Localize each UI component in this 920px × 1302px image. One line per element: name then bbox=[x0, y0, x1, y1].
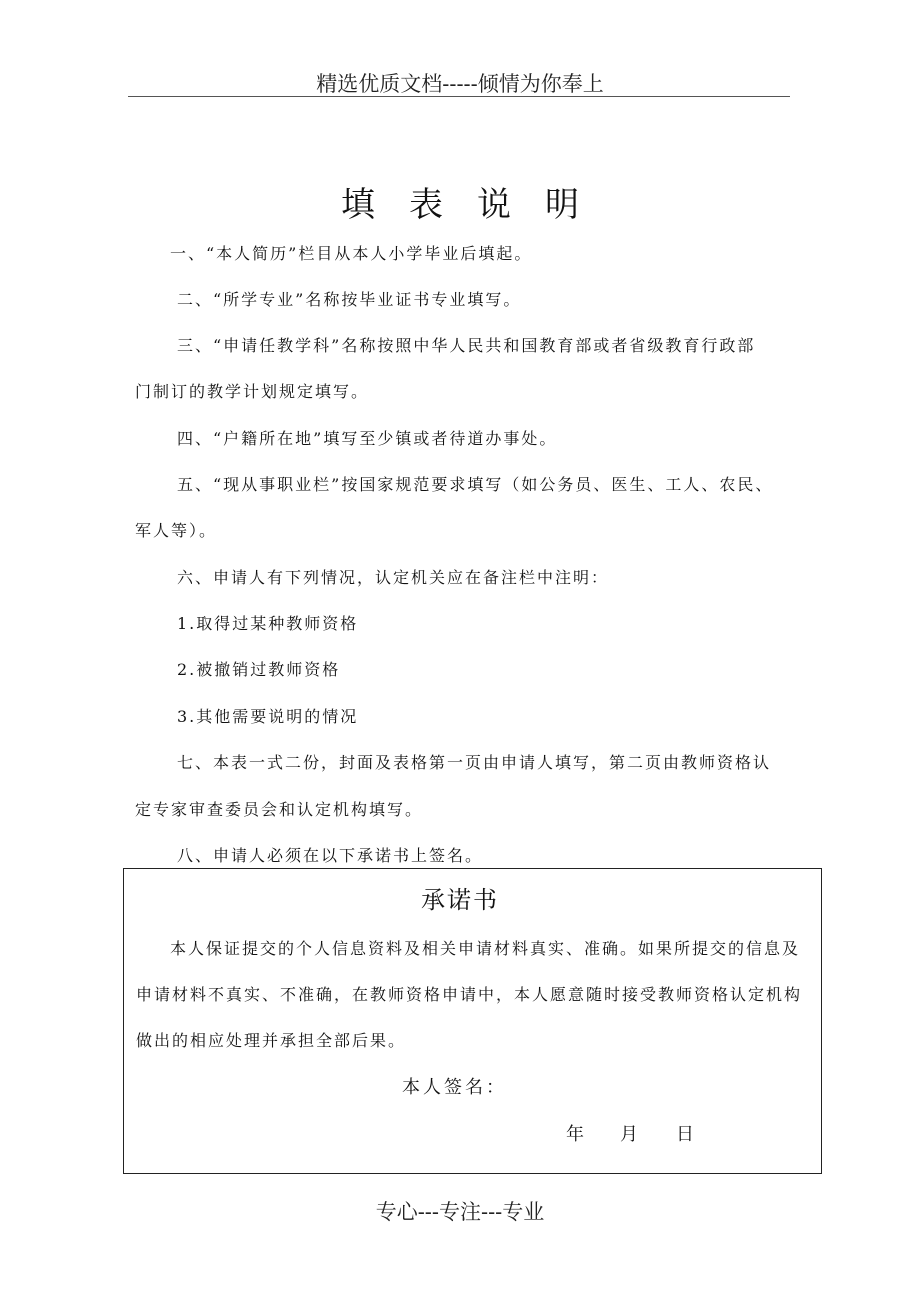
pledge-title: 承诺书 bbox=[421, 886, 499, 914]
page-footer: 专心---专注---专业 bbox=[375, 1200, 545, 1224]
instruction-item-2: 2.被撤销过教师资格 bbox=[177, 660, 341, 679]
instruction-line-6: 六、申请人有下列情况，认定机关应在备注栏中注明： bbox=[177, 568, 610, 587]
pledge-line-1: 本人保证提交的个人信息资料及相关申请材料真实、准确。如果所提交的信息及 bbox=[170, 939, 801, 958]
instruction-line-2: 二、“所学专业”名称按毕业证书专业填写。 bbox=[177, 290, 522, 309]
instruction-line-3: 三、“申请任教学科”名称按照中华人民共和国教育部或者省级教育行政部 bbox=[177, 336, 756, 355]
instruction-line-3-cont: 门制订的教学计划规定填写。 bbox=[135, 382, 370, 401]
date-month-label: 月 bbox=[620, 1124, 638, 1145]
date-day-label: 日 bbox=[676, 1124, 694, 1145]
instruction-item-3: 3.其他需要说明的情况 bbox=[177, 707, 359, 726]
document-title: 填表说明 bbox=[341, 185, 613, 225]
page-header: 精选优质文档-----倾情为你奉上 bbox=[316, 72, 604, 96]
instruction-line-7-cont: 定专家审查委员会和认定机构填写。 bbox=[135, 800, 424, 819]
signature-label: 本人签名： bbox=[402, 1077, 507, 1098]
header-divider bbox=[128, 96, 790, 97]
instruction-line-5: 五、“现从事职业栏”按国家规范要求填写（如公务员、医生、工人、农民、 bbox=[177, 475, 774, 494]
instruction-line-8: 八、申请人必须在以下承诺书上签名。 bbox=[177, 846, 484, 865]
instruction-line-4: 四、“户籍所在地”填写至少镇或者待道办事处。 bbox=[177, 429, 558, 448]
date-year-label: 年 bbox=[566, 1124, 584, 1145]
instruction-line-5-cont: 军人等）。 bbox=[135, 521, 218, 540]
pledge-line-2: 申请材料不真实、不准确，在教师资格申请中，本人愿意随时接受教师资格认定机构 bbox=[136, 985, 803, 1004]
pledge-line-3: 做出的相应处理并承担全部后果。 bbox=[136, 1031, 407, 1050]
instruction-line-7: 七、本表一式二份，封面及表格第一页由申请人填写，第二页由教师资格认 bbox=[177, 753, 772, 772]
instruction-item-1: 1.取得过某种教师资格 bbox=[177, 614, 359, 633]
instruction-line-1: 一、“本人简历”栏目从本人小学毕业后填起。 bbox=[170, 244, 533, 263]
